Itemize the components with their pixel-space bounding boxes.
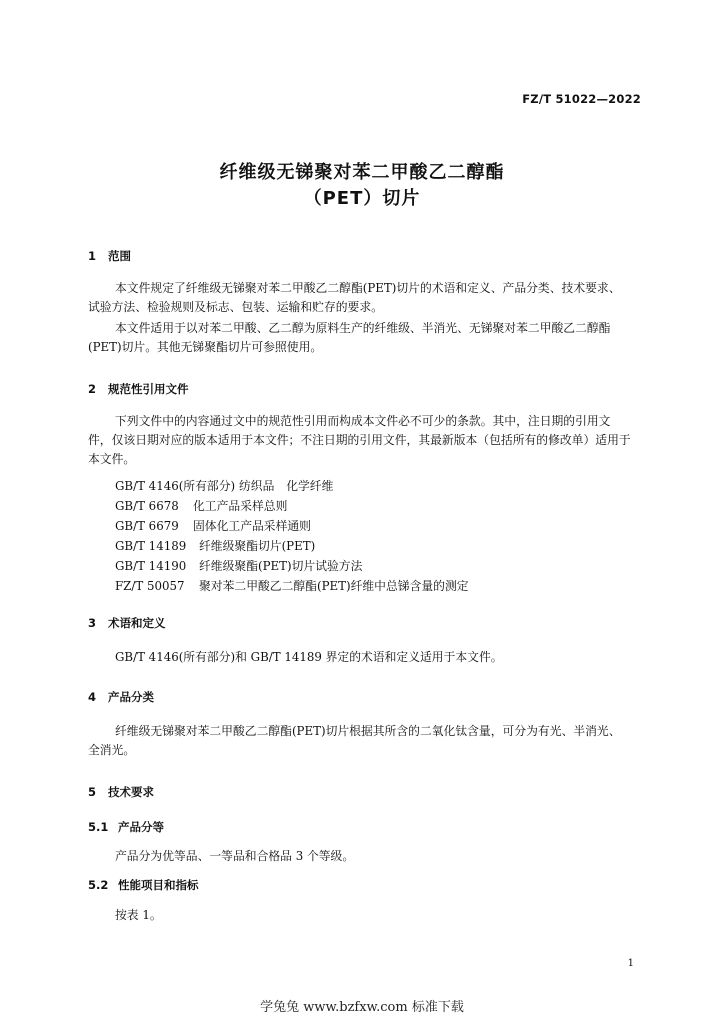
footer-watermark: 学兔兔 www.bzfxw.com 标准下载 — [260, 1000, 464, 1015]
reference-title: 纺织品 化学纤维 — [239, 479, 334, 493]
section-title: 术语和定义 — [108, 616, 166, 630]
section-2-heading — [88, 381, 189, 397]
text-line: GB/T 4146(所有部分)和 GB/T 14189 界定的术语和定义适用于本文件。 — [115, 650, 503, 664]
section-title: 产品分等 — [118, 820, 164, 834]
section-2-paragraph-1 — [88, 412, 654, 469]
subsection-5-2-heading — [88, 877, 199, 893]
subsection-5-1-paragraph — [88, 847, 654, 866]
section-title: 范围 — [108, 249, 131, 263]
text-line: 本文件。 — [88, 452, 136, 466]
section-4-paragraph-1 — [88, 722, 654, 760]
reference-item — [115, 497, 287, 514]
reference-title: 化工产品采样总则 — [193, 499, 288, 513]
reference-item — [115, 517, 311, 534]
text-line: 试验方法、检验规则及标志、包装、运输和贮存的要求。 — [88, 300, 383, 314]
page-number: 1 — [627, 958, 634, 969]
text-line: 下列文件中的内容通过文中的规范性引用而构成本文件必不可少的条款。其中，注日期的引用文 — [115, 414, 611, 428]
reference-code: GB/T 14190 — [115, 559, 187, 573]
reference-title: 聚对苯二甲酸乙二醇酯(PET)纤维中总锑含量的测定 — [199, 579, 469, 593]
section-3-paragraph-1 — [88, 648, 654, 667]
subsection-5-1-heading — [88, 819, 164, 835]
section-title: 技术要求 — [108, 785, 154, 799]
section-title: 产品分类 — [108, 690, 154, 704]
text-line: 本文件适用于以对苯二甲酸、乙二醇为原料生产的纤维级、半消光、无锑聚对苯二甲酸乙二醇酯 — [115, 321, 611, 335]
section-number: 5.1 — [88, 820, 109, 834]
reference-item — [115, 477, 333, 494]
section-1-paragraph-1 — [88, 279, 654, 317]
text-line: (PET)切片。其他无锑聚酯切片可参照使用。 — [88, 340, 323, 354]
section-title: 规范性引用文件 — [108, 382, 189, 396]
document-title-line2: （PET）切片 — [303, 188, 421, 209]
section-number: 2 — [88, 382, 97, 396]
document-title-line1: 纤维级无锑聚对苯二甲酸乙二醇酯 — [219, 162, 505, 183]
reference-code: GB/T 14189 — [115, 539, 187, 553]
subsection-5-2-paragraph — [88, 906, 654, 925]
text-line: 本文件规定了纤维级无锑聚对苯二甲酸乙二醇酯(PET)切片的术语和定义、产品分类、技术要求、 — [115, 281, 621, 295]
reference-title: 纤维级聚酯(PET)切片试验方法 — [199, 559, 363, 573]
reference-item — [115, 537, 315, 554]
section-1-heading — [88, 248, 131, 264]
reference-code: FZ/T 50057 — [115, 579, 185, 593]
section-number: 3 — [88, 616, 97, 630]
standard-number: FZ/T 51022—2022 — [522, 92, 641, 106]
section-4-heading — [88, 689, 154, 705]
section-number: 5.2 — [88, 878, 109, 892]
section-5-heading — [88, 784, 154, 800]
text-line: 纤维级无锑聚对苯二甲酸乙二醇酯(PET)切片根据其所含的二氧化钛含量，可分为有光、半消光、 — [115, 724, 621, 738]
section-number: 5 — [88, 785, 97, 799]
reference-item — [115, 557, 362, 574]
text-line: 全消光。 — [88, 743, 136, 757]
reference-code: GB/T 6678 — [115, 499, 179, 513]
section-number: 4 — [88, 690, 97, 704]
text-line: 按表 1。 — [115, 908, 162, 922]
section-1-paragraph-2 — [88, 319, 654, 357]
section-3-heading — [88, 615, 166, 631]
section-title: 性能项目和指标 — [118, 878, 199, 892]
reference-item — [115, 577, 469, 594]
text-line: 件，仅该日期对应的版本适用于本文件；不注日期的引用文件，其最新版本（包括所有的修改单）适用于 — [88, 433, 631, 447]
reference-code: GB/T 4146(所有部分) — [115, 479, 236, 493]
section-number: 1 — [88, 249, 97, 263]
text-line: 产品分为优等品、一等品和合格品 3 个等级。 — [115, 849, 355, 863]
reference-code: GB/T 6679 — [115, 519, 179, 533]
reference-title: 纤维级聚酯切片(PET) — [199, 539, 316, 553]
reference-title: 固体化工产品采样通则 — [193, 519, 311, 533]
